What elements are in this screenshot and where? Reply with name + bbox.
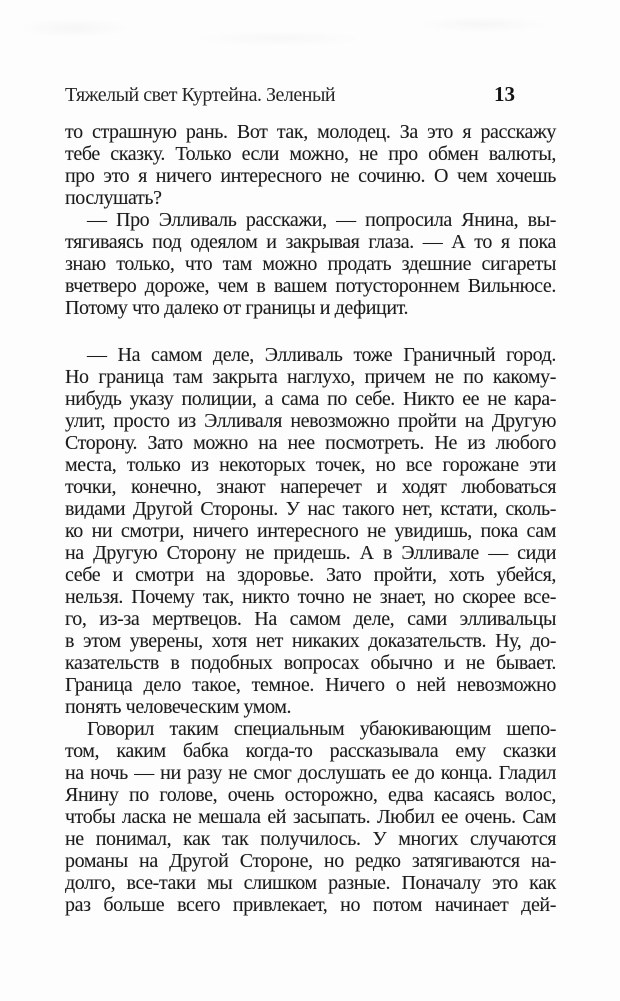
text-line: про это я ничего интересного не сочиню. О чем хочешь [65, 165, 556, 187]
text-line: Сторону. Зато можно на нее посмотреть. Не из любого [65, 432, 556, 454]
text-line: романы на Другой Стороне, но редко затягиваются на- [65, 850, 556, 872]
text-line: себе и смотри на здоровье. Зато пройти, хоть убейся, [65, 564, 556, 586]
body-text [65, 121, 556, 916]
text-line: том, каким бабка когда-то рассказывала ему сказки [65, 740, 556, 762]
text-line: знаю только, что там можно продать здешние сигареты [65, 253, 556, 275]
text-line: чтобы ласка не мешала ей засыпать. Любил ее очень. Сам [65, 806, 556, 828]
text-line: на Другую Сторону не придешь. А в Элливале — сиди [65, 542, 556, 564]
text-line: Говорил таким специальным убаюкивающим шепо- [87, 718, 556, 740]
text-line: — На самом деле, Элливаль тоже Граничный город. [87, 344, 556, 366]
paragraph [65, 209, 556, 319]
text-line: раз больше всего привлекает, но потом начинает дей- [65, 894, 556, 916]
text-line: Янину по голове, очень осторожно, едва касаясь волос, [65, 784, 556, 806]
running-head [65, 82, 556, 107]
text-line: казательств в подобных вопросах обычно и не бывает. [65, 652, 556, 674]
text-line: долго, все-таки мы слишком разные. Поначалу это как [65, 872, 556, 894]
text-line: места, только из некоторых точек, но все горожане эти [65, 454, 556, 476]
text-line: видами Другой Стороны. У нас такого нет, кстати, сколь- [65, 498, 556, 520]
text-line: в этом уверены, хотя нет никаких доказательств. Ну, до- [65, 630, 556, 652]
text-line: Но граница там закрыта наглухо, причем не по какому- [65, 366, 556, 388]
text-line: понять человеческим умом. [65, 696, 292, 718]
text-line: вчетверо дороже, чем в вашем потустороннем Вильнюсе. [65, 275, 556, 297]
text-line: послушать? [65, 187, 162, 209]
text-line: тягиваясь под одеялом и закрывая глаза. — А то я пока [65, 231, 556, 253]
text-line: то страшную рань. Вот так, молодец. За это я расскажу [65, 121, 556, 143]
text-line: Потому что далеко от границы и дефицит. [65, 297, 409, 319]
text-line: не понимал, как так получилось. У многих случаются [65, 828, 556, 850]
text-line: точки, конечно, знают наперечет и ходят любоваться [65, 476, 556, 498]
paragraph [65, 718, 556, 916]
text-line: го, из-за мертвецов. На самом деле, сами элливальцы [65, 608, 556, 630]
text-line: — Про Элливаль расскажи, — попросила Янина, вы- [87, 209, 556, 231]
text-line: Граница дело такое, темное. Ничего о ней невозможно [65, 674, 556, 696]
paragraph [65, 344, 556, 718]
page-number: 13 [494, 82, 515, 106]
text-line: ко ни смотри, ничего интересного не увидишь, пока сам [65, 520, 556, 542]
text-line: на ночь — ни разу не смог дослушать ее до конца. Гладил [65, 762, 556, 784]
running-title: Тяжелый свет Куртейна. Зеленый [65, 84, 336, 106]
text-line: улит, просто из Элливаля невозможно пройти на Другую [65, 410, 556, 432]
text-line: нибудь указу полиции, а сама по себе. Никто ее не кара- [65, 388, 556, 410]
paragraph [65, 121, 556, 209]
text-line: нельзя. Почему так, никто точно не знает, но скорее все- [65, 586, 556, 608]
text-line: тебе сказку. Только если можно, не про обмен валюты, [65, 143, 556, 165]
